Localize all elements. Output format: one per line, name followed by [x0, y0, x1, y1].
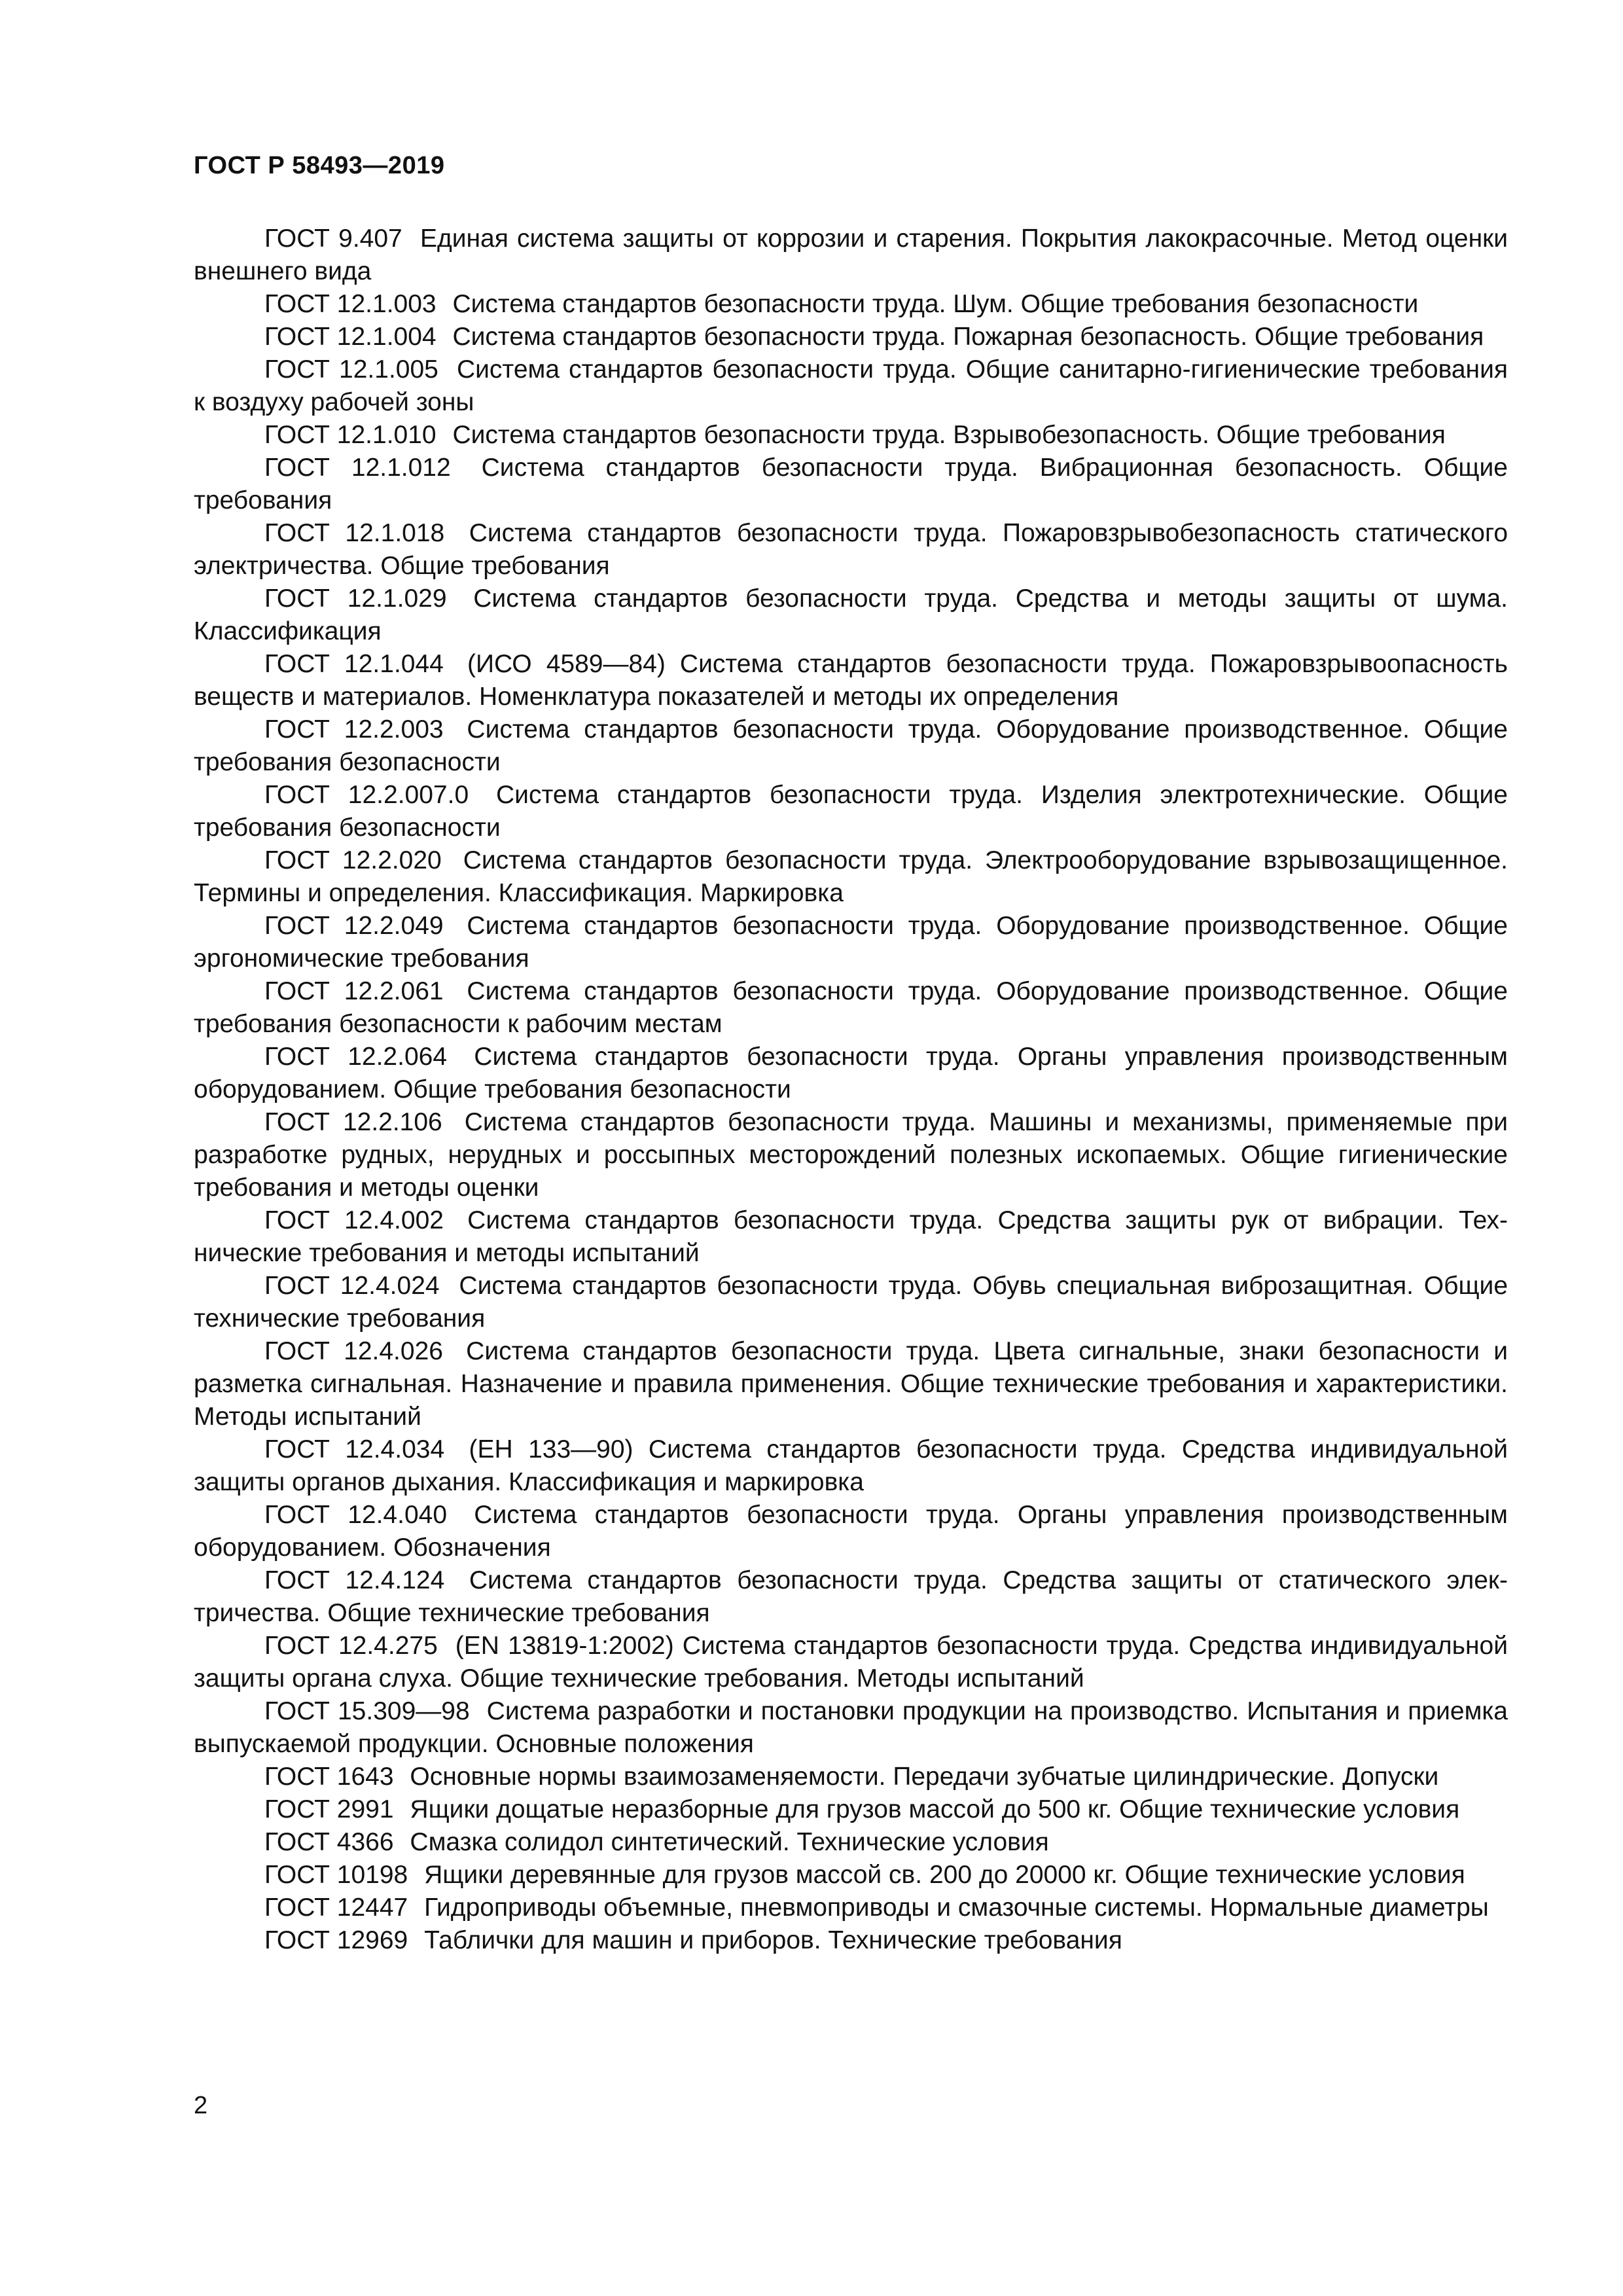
reference-item — [194, 1204, 1508, 1270]
reference-code: ГОСТ 12.1.044 — [264, 650, 444, 678]
reference-title: Система стандартов безопасности труда. Общие санитарно-гигиенические требования к воздуху рабочей зоны — [194, 355, 1508, 416]
reference-code: ГОСТ 12447 — [264, 1893, 408, 1922]
reference-title: Система стандартов безопасности труда. Пожаровзрывобезопасность статического электричества. Общие требования — [194, 519, 1508, 580]
reference-code: ГОСТ 4366 — [264, 1828, 394, 1856]
reference-title: Система стандартов безопасности труда. Взрывобезопасность. Общие требования — [452, 421, 1446, 449]
reference-code: ГОСТ 12969 — [264, 1926, 408, 1954]
reference-code: ГОСТ 12.1.005 — [264, 355, 438, 384]
reference-code: ГОСТ 12.1.003 — [264, 290, 437, 318]
reference-item — [194, 353, 1508, 419]
reference-title: Система стандартов безопасности труда. Пожарная безопасность. Общие требования — [452, 323, 1484, 351]
reference-item — [194, 321, 1508, 353]
reference-item — [194, 1793, 1508, 1826]
reference-item — [194, 1433, 1508, 1499]
reference-item — [194, 419, 1508, 452]
reference-code: ГОСТ 12.2.049 — [264, 912, 444, 940]
reference-title: Система стандартов безопасности труда. Электрооборудование взрывозащищенное. Термины и определения. Классификация. Маркировка — [194, 846, 1508, 907]
reference-title: Система стандартов безопасности труда. Шум. Общие требования безопасности — [452, 290, 1419, 318]
reference-code: ГОСТ 12.4.040 — [264, 1501, 448, 1529]
reference-code: ГОСТ 15.309—98 — [264, 1697, 470, 1725]
reference-code: ГОСТ 12.2.007.0 — [264, 781, 469, 809]
reference-title: Единая система защиты от коррозии и старения. Покрытия лакокрасочные. Метод оценки внешнего вида — [194, 224, 1508, 285]
reference-code: ГОСТ 12.2.020 — [264, 846, 442, 874]
reference-item — [194, 1499, 1508, 1564]
reference-title: Таблички для машин и приборов. Технические требования — [424, 1926, 1122, 1954]
reference-code: ГОСТ 12.4.275 — [264, 1632, 438, 1660]
reference-code: ГОСТ 12.1.018 — [264, 519, 445, 547]
reference-title: (ИСО 4589—84) Система стандартов безопасности труда. Пожаровзрывоопасность веществ и материалов. Номенклатура показателей и методы их определения — [194, 650, 1508, 711]
reference-code: ГОСТ 10198 — [264, 1861, 408, 1889]
reference-code: ГОСТ 12.4.002 — [264, 1206, 444, 1234]
reference-code: ГОСТ 1643 — [264, 1763, 394, 1791]
reference-item — [194, 1630, 1508, 1695]
document-header: ГОСТ Р 58493—2019 — [194, 152, 445, 179]
reference-title: Основные нормы взаимозаменяемости. Передачи зубчатые цилиндрические. Допуски — [410, 1763, 1439, 1791]
reference-item — [194, 1564, 1508, 1630]
reference-item — [194, 1041, 1508, 1106]
reference-code: ГОСТ 12.2.106 — [264, 1108, 442, 1136]
reference-title: Система стандартов безопасности труда. Оборудование производственное. Общие требования безопасности — [194, 715, 1508, 776]
reference-code: ГОСТ 12.4.124 — [264, 1566, 445, 1594]
reference-title: Гидроприводы объемные, пневмоприводы и смазочные системы. Нормальные диаметры — [424, 1893, 1489, 1922]
reference-item — [194, 1859, 1508, 1892]
reference-code: ГОСТ 12.1.004 — [264, 323, 437, 351]
normative-references-list — [194, 223, 1508, 1957]
reference-item — [194, 1695, 1508, 1761]
reference-item — [194, 517, 1508, 583]
reference-item — [194, 1826, 1508, 1859]
reference-title: Система стандартов безопасности труда. Средства защиты от статического электричества. Общие технические требования — [194, 1566, 1508, 1627]
reference-item — [194, 288, 1508, 321]
reference-title: Система стандартов безопасности труда. Оборудование производственное. Общие эргономические требования — [194, 912, 1508, 973]
reference-title: (EN 13819-1:2002) Система стандартов безопасности труда. Средства индивидуальной защиты органа слуха. Общие технические требования. Методы испытаний — [194, 1632, 1508, 1693]
reference-code: ГОСТ 12.4.024 — [264, 1272, 440, 1300]
reference-code: ГОСТ 12.2.064 — [264, 1043, 448, 1071]
reference-title: Система стандартов безопасности труда. Органы управления производственным оборудованием. Обозначения — [194, 1501, 1508, 1562]
reference-item — [194, 452, 1508, 517]
reference-code: ГОСТ 2991 — [264, 1795, 394, 1823]
reference-item — [194, 844, 1508, 910]
reference-code: ГОСТ 12.1.012 — [264, 454, 451, 482]
reference-item — [194, 1892, 1508, 1924]
reference-title: Система стандартов безопасности труда. Вибрационная безопасность. Общие требования — [194, 454, 1508, 514]
reference-code: ГОСТ 12.2.003 — [264, 715, 444, 744]
reference-title: Смазка солидол синтетический. Технические условия — [410, 1828, 1049, 1856]
reference-code: ГОСТ 12.2.061 — [264, 977, 444, 1005]
reference-item — [194, 1270, 1508, 1335]
reference-item — [194, 583, 1508, 648]
reference-item — [194, 713, 1508, 779]
reference-title: Система разработки и постановки продукции на производство. Испытания и приемка выпускаемой продукции. Основные положения — [194, 1697, 1508, 1758]
reference-title: Система стандартов безопасности труда. Обувь специальная виброзащитная. Общие технические требования — [194, 1272, 1508, 1333]
reference-code: ГОСТ 12.4.026 — [264, 1337, 443, 1365]
reference-title: Система стандартов безопасности труда. Органы управления производственным оборудованием. Общие требования безопасности — [194, 1043, 1508, 1103]
reference-item — [194, 975, 1508, 1041]
reference-item — [194, 1761, 1508, 1793]
reference-item — [194, 910, 1508, 975]
reference-item — [194, 1335, 1508, 1433]
reference-title: Ящики деревянные для грузов массой св. 200 до 20000 кг. Общие технические условия — [424, 1861, 1465, 1889]
reference-item — [194, 1924, 1508, 1957]
reference-code: ГОСТ 12.1.010 — [264, 421, 437, 449]
reference-item — [194, 648, 1508, 713]
reference-title: Система стандартов безопасности труда. Оборудование производственное. Общие требования безопасности к рабочим местам — [194, 977, 1508, 1038]
reference-item — [194, 779, 1508, 844]
reference-code: ГОСТ 12.1.029 — [264, 584, 447, 613]
reference-item — [194, 1106, 1508, 1204]
reference-title: Система стандартов безопасности труда. Цвета сигнальные, знаки безопасности и разметка сигнальная. Назначение и правила применения. Общие технические требования и характеристики. Методы испытаний — [194, 1337, 1508, 1431]
reference-item — [194, 223, 1508, 288]
reference-title: Система стандартов безопасности труда. Средства и методы защиты от шума. Классификация — [194, 584, 1508, 645]
reference-title: Система стандартов безопасности труда. Средства защиты рук от вибрации. Технические требования и методы испытаний — [194, 1206, 1508, 1267]
reference-title: Ящики дощатые неразборные для грузов массой до 500 кг. Общие технические условия — [410, 1795, 1460, 1823]
page-number: 2 — [194, 2092, 208, 2119]
reference-title: Система стандартов безопасности труда. Машины и механизмы, применяемые при разработке рудных, нерудных и россыпных месторождений полезных ископаемых. Общие гигиенические требования и методы оценки — [194, 1108, 1508, 1202]
reference-title: (ЕН 133—90) Система стандартов безопасности труда. Средства индивидуальной защиты органов дыхания. Классификация и маркировка — [194, 1435, 1508, 1496]
reference-code: ГОСТ 9.407 — [264, 224, 402, 253]
reference-title: Система стандартов безопасности труда. Изделия электротехнические. Общие требования безопасности — [194, 781, 1508, 842]
reference-code: ГОСТ 12.4.034 — [264, 1435, 445, 1463]
